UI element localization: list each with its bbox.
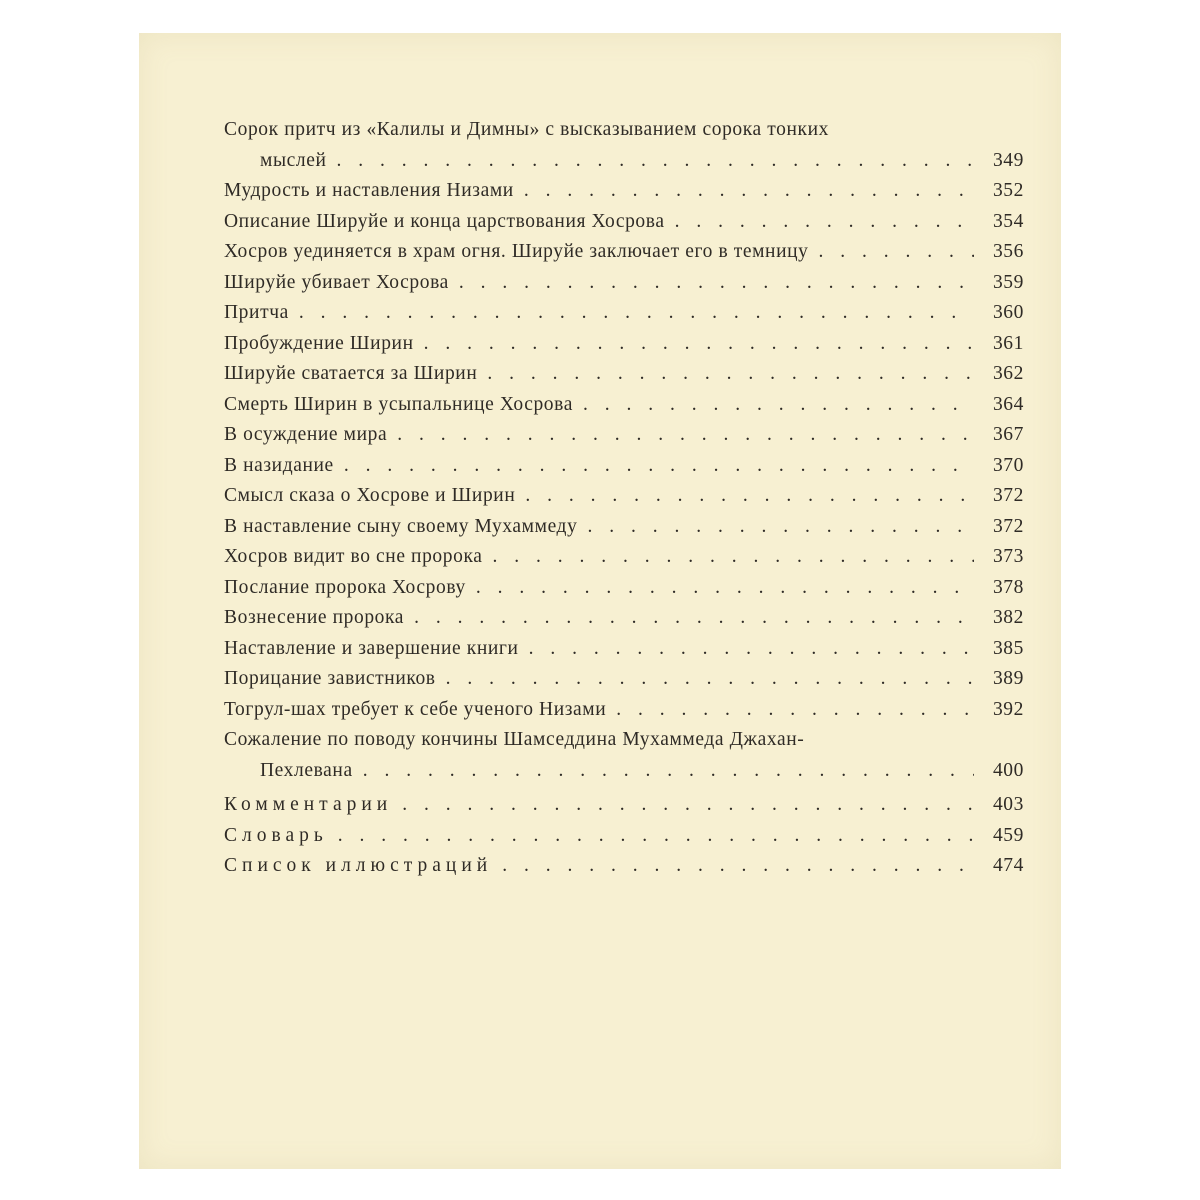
toc-entry-title: Шируйе сватается за Ширин — [224, 363, 478, 384]
toc-entry-page: 385 — [992, 637, 1024, 659]
leader-dots — [344, 451, 974, 482]
toc-entry — [224, 695, 1024, 726]
toc-entry — [224, 512, 1024, 543]
toc-entry-page: 352 — [992, 180, 1024, 201]
leader-dots — [525, 481, 974, 512]
toc-entry-page: 392 — [992, 698, 1024, 720]
toc-entry-page: 359 — [992, 271, 1024, 293]
leader-dots — [446, 664, 974, 695]
toc-entry-page: 372 — [992, 485, 1024, 506]
leader-dots — [476, 573, 974, 604]
leader-dots — [459, 268, 974, 299]
toc-entry-page: 373 — [992, 546, 1024, 567]
leader-dots — [819, 237, 974, 268]
toc-entry-title-line1: Сорок притч из «Калилы и Димны» с высказыванием сорока тонких — [224, 119, 829, 140]
toc-entry-page: 361 — [992, 332, 1024, 354]
toc-entry — [224, 542, 1024, 573]
toc-entry-page: 403 — [992, 794, 1024, 815]
toc-entry-page: 474 — [992, 855, 1024, 876]
toc-entry — [224, 634, 1024, 665]
toc-entry-page: 459 — [992, 824, 1024, 846]
leader-dots — [583, 390, 974, 421]
toc-entry-title: Пробуждение Ширин — [224, 332, 414, 354]
toc-entry-page: 354 — [992, 210, 1024, 232]
toc-entry — [224, 725, 1024, 786]
toc-entry — [224, 451, 1024, 482]
toc-entry-page: 370 — [992, 454, 1024, 476]
leader-dots — [402, 790, 974, 821]
toc-entry-title: Смысл сказа о Хосрове и Ширин — [224, 485, 516, 506]
toc-entry-page: 356 — [992, 241, 1024, 262]
toc-entry-title: Шируйе убивает Хосрова — [224, 271, 449, 293]
toc-entry-title: Хосров видит во сне пророка — [224, 546, 483, 567]
toc-entry — [224, 329, 1024, 360]
toc-entry-title: Тогрул-шах требует к себе ученого Низами — [224, 698, 607, 720]
leader-dots — [299, 298, 974, 329]
toc-entry — [224, 298, 1024, 329]
leader-dots — [529, 634, 974, 665]
leader-dots — [337, 146, 974, 177]
toc-entry-title: Смерть Ширин в усыпальнице Хосрова — [224, 393, 573, 415]
toc-entry-title: Порицание завистников — [224, 668, 436, 689]
toc-appendix-entry — [224, 821, 1024, 852]
toc-entry-title: Словарь — [224, 824, 328, 846]
toc-entry — [224, 115, 1024, 176]
leader-dots — [493, 542, 974, 573]
leader-dots — [616, 695, 974, 726]
toc-entry — [224, 481, 1024, 512]
toc-appendix-entry — [224, 851, 1024, 882]
leader-dots — [524, 176, 974, 207]
toc-entry-page: 364 — [992, 393, 1024, 415]
book-page — [139, 33, 1061, 1169]
toc-entry-title: Список иллюстраций — [224, 855, 493, 876]
leader-dots — [487, 359, 974, 390]
leader-dots — [338, 821, 974, 852]
toc-entry-page: 349 — [992, 149, 1024, 171]
toc-entry — [224, 359, 1024, 390]
toc-entry — [224, 268, 1024, 299]
toc-entry — [224, 420, 1024, 451]
toc-entry — [224, 237, 1024, 268]
toc-entry — [224, 664, 1024, 695]
toc-entry-page: 367 — [992, 424, 1024, 445]
toc-entry-page: 389 — [992, 668, 1024, 689]
toc-entry-title: Вознесение пророка — [224, 607, 405, 628]
toc-entry-title: Наставление и завершение книги — [224, 637, 519, 659]
toc-entry-title: Послание пророка Хосрову — [224, 576, 466, 598]
toc-entry-title: Хосров уединяется в храм огня. Шируйе заключает его в темницу — [224, 241, 809, 262]
leader-dots — [587, 512, 974, 543]
toc-entry-title-line1: Сожаление по поводу кончины Шамседдина Мухаммеда Джахан- — [224, 729, 805, 750]
toc-entry-title: Притча — [224, 302, 289, 323]
leader-dots — [502, 851, 974, 882]
toc-entry-title: Описание Шируйе и конца царствования Хосрова — [224, 210, 665, 232]
toc-appendix-entry — [224, 790, 1024, 821]
toc-entry — [224, 207, 1024, 238]
toc-entry — [224, 603, 1024, 634]
toc-entry-title: мыслей — [260, 149, 327, 171]
toc-entry-page: 362 — [992, 363, 1024, 384]
toc-entry — [224, 573, 1024, 604]
toc-entry — [224, 390, 1024, 421]
toc-entry-page: 378 — [992, 576, 1024, 598]
toc-entry-title: В назидание — [224, 454, 334, 476]
leader-dots — [414, 603, 974, 634]
toc-entry-title: Мудрость и наставления Низами — [224, 180, 514, 201]
leader-dots — [363, 756, 974, 787]
toc-entry — [224, 176, 1024, 207]
leader-dots — [424, 329, 974, 360]
toc-entry-page: 372 — [992, 515, 1024, 537]
toc-entry-page: 360 — [992, 302, 1024, 323]
leader-dots — [675, 207, 974, 238]
toc-entry-title: Комментарии — [224, 794, 393, 815]
toc-entry-page: 382 — [992, 607, 1024, 628]
leader-dots — [397, 420, 974, 451]
toc-entry-title: В наставление сыну своему Мухаммеду — [224, 515, 578, 537]
toc-entry-title: Пехлевана — [260, 759, 353, 781]
table-of-contents — [224, 115, 1024, 882]
toc-entry-page: 400 — [992, 759, 1024, 781]
toc-entry-title: В осуждение мира — [224, 424, 388, 445]
